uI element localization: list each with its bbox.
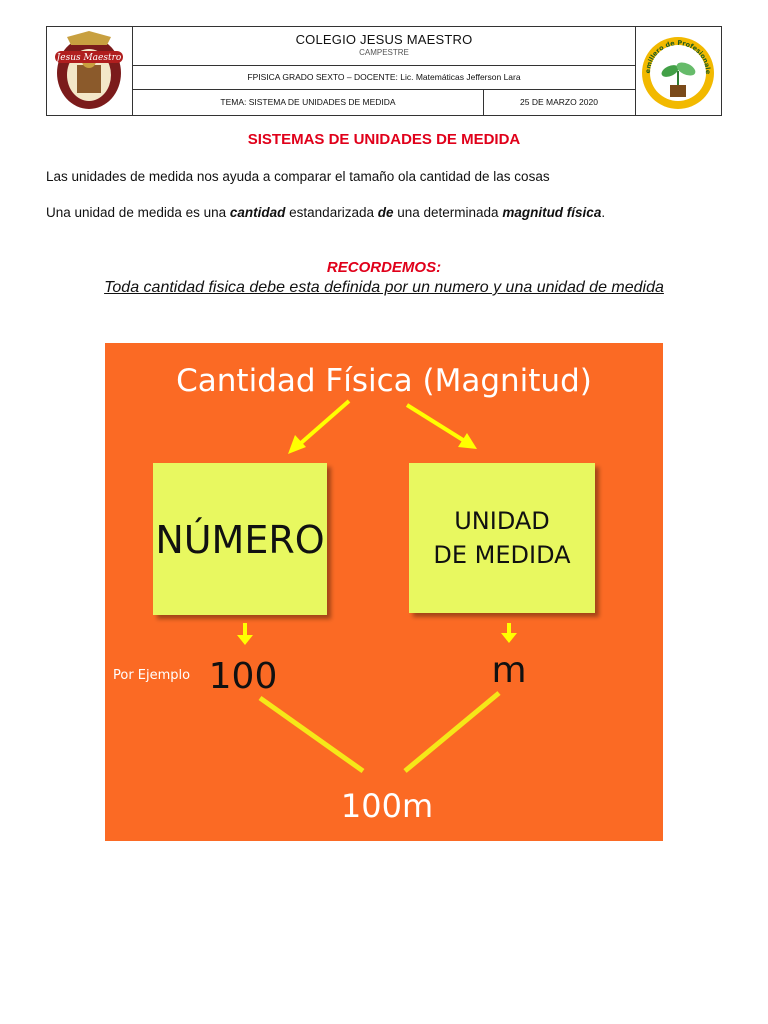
subject-teacher: FPISICA GRADO SEXTO – DOCENTE: Lic. Matemáticas Jefferson Lara: [247, 72, 521, 82]
definition-paragraph: [46, 205, 605, 220]
unit-box-line1: UNIDAD: [454, 507, 550, 535]
definition-text-2: estandarizada: [285, 205, 378, 220]
logo-right-text: emillero de Profesionale: [643, 38, 713, 75]
school-logo-left: [47, 27, 133, 115]
definition-text-3: una determinada: [393, 205, 503, 220]
unit-value: m: [491, 650, 527, 691]
recordemos-heading: RECORDEMOS:: [326, 259, 442, 276]
definition-text-4: .: [601, 205, 606, 220]
result-value: 100m: [340, 787, 434, 825]
number-value: 100: [208, 656, 278, 697]
date-label: 25 DE MARZO 2020: [520, 97, 598, 107]
crest-icon: [47, 27, 131, 115]
program-logo-right: [635, 27, 721, 115]
theme-label: TEMA: SISTEMA DE UNIDADES DE MEDIDA: [133, 89, 484, 115]
logo-left-text: Jesus Maestro: [56, 53, 122, 63]
seedling-badge-icon: [636, 27, 720, 115]
diagram-heading: Cantidad Física (Magnitud): [176, 363, 592, 399]
intro-paragraph: Las unidades de medida nos ayuda a comparar el tamaño ola cantidad de las cosas: [46, 169, 550, 184]
definition-bold-cantidad: cantidad: [229, 205, 286, 220]
definition-bold-de: de: [377, 205, 394, 220]
reminder-note: Toda cantidad fisica debe esta definida por un numero y una unidad de medida: [104, 279, 664, 296]
school-name: COLEGIO JESUS MAESTRO: [295, 32, 473, 47]
definition-bold-magnitud: magnitud física: [502, 205, 602, 220]
header-table: [46, 26, 722, 116]
page-title: SISTEMAS DE UNIDADES DE MEDIDA: [247, 131, 521, 148]
definition-text-1: Una unidad de medida es una: [46, 205, 230, 220]
school-name-row: [133, 27, 635, 66]
example-label: Por Ejemplo: [113, 668, 191, 683]
unit-box-line2: DE MEDIDA: [433, 541, 571, 569]
campus-name: CAMPESTRE: [359, 48, 409, 57]
subject-row: [133, 65, 635, 90]
unit-box: [409, 463, 595, 613]
number-box-label: NÚMERO: [155, 518, 325, 562]
theme-row: [133, 89, 635, 115]
magnitude-diagram: [105, 343, 663, 841]
